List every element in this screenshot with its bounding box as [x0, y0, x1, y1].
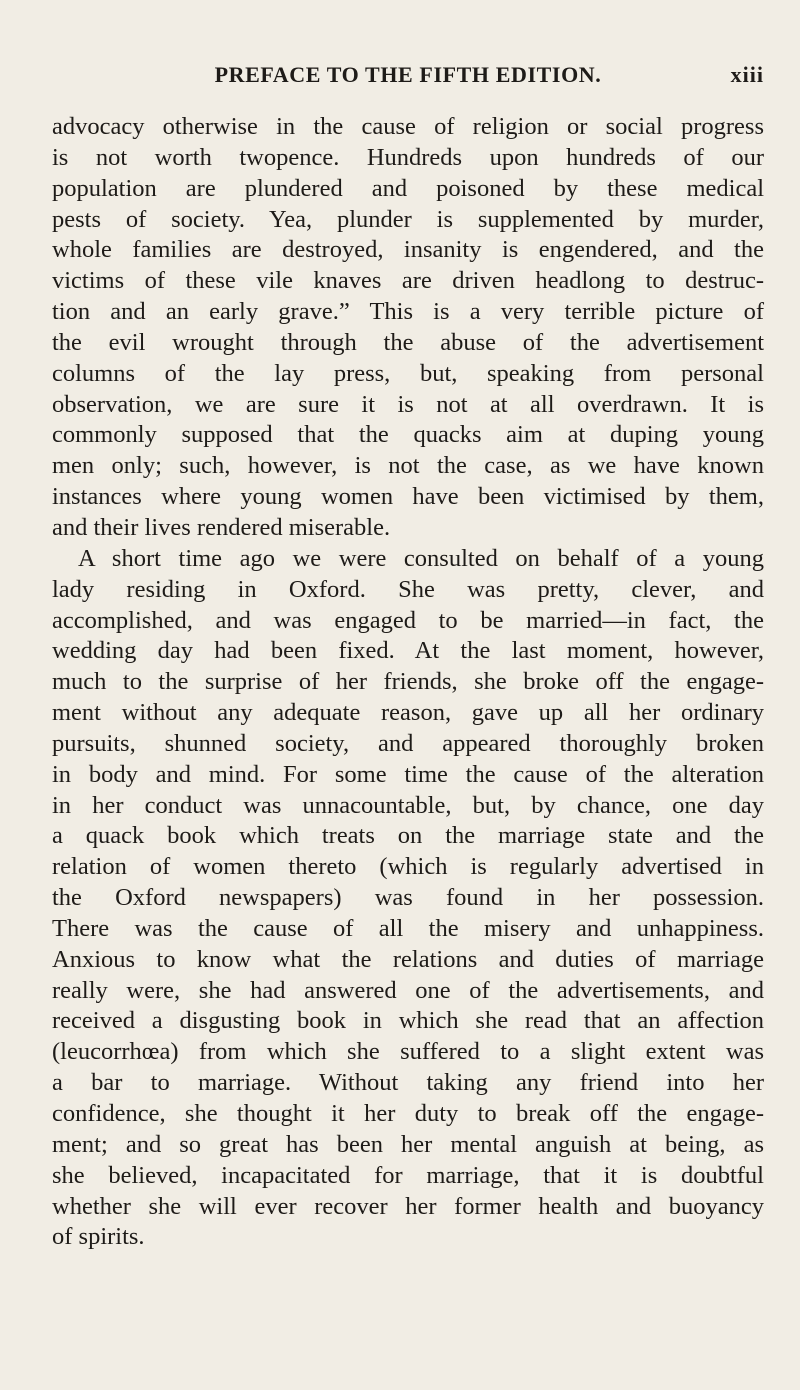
text-line: in body and mind. For some time the cause of the alteration: [52, 760, 764, 788]
text-line: really were, she had answered one of the advertisements, and: [52, 976, 764, 1004]
text-line: pursuits, shunned society, and appeared thoroughly broken: [52, 729, 764, 757]
text-line: wedding day had been fixed. At the last moment, however,: [52, 637, 764, 665]
text-line: Anxious to know what the relations and duties of marriage: [52, 945, 764, 973]
text-line: tion and an early grave.” This is a very terrible picture of: [52, 298, 764, 326]
text-line: she believed, incapacitated for marriage, that it is doubtful: [52, 1161, 764, 1189]
text-line: a bar to marriage. Without taking any friend into her: [52, 1069, 764, 1097]
text-line: lady residing in Oxford. She was pretty, clever, and: [52, 575, 764, 603]
text-line: whether she will ever recover her former health and buoyancy: [52, 1192, 764, 1220]
running-head-title: PREFACE TO THE FIFTH EDITION.: [214, 62, 602, 87]
text-line: and their lives rendered miserable.: [52, 513, 391, 541]
text-line: pests of society. Yea, plunder is supplemented by murder,: [52, 205, 764, 233]
text-line: ment; and so great has been her mental anguish at being, as: [52, 1130, 764, 1158]
text-line: whole families are destroyed, insanity is engendered, and the: [52, 236, 764, 264]
text-line: victims of these vile knaves are driven headlong to destruc-: [52, 267, 764, 295]
text-line: relation of women thereto (which is regularly advertised in: [52, 853, 764, 881]
text-line: received a disgusting book in which she read that an affection: [52, 1007, 764, 1035]
body-text: [52, 112, 764, 1253]
text-line: accomplished, and was engaged to be married—in fact, the: [52, 606, 764, 634]
text-line: instances where young women have been victimised by them,: [52, 483, 764, 511]
text-line: the Oxford newspapers) was found in her possession.: [52, 884, 764, 912]
text-line: confidence, she thought it her duty to break off the engage-: [52, 1100, 764, 1127]
text-line: in her conduct was unnacountable, but, by chance, one day: [52, 791, 764, 819]
text-line: a quack book which treats on the marriage state and the: [52, 822, 764, 850]
text-line: men only; such, however, is not the case, as we have known: [52, 452, 764, 480]
running-head: [52, 62, 764, 96]
text-line: A short time ago we were consulted on behalf of a young: [78, 544, 764, 572]
text-line: columns of the lay press, but, speaking from personal: [52, 359, 764, 387]
text-line: (leucorrhœa) from which she suffered to a slight extent was: [52, 1038, 764, 1066]
text-line: population are plundered and poisoned by these medical: [52, 174, 764, 202]
text-line: of spirits.: [52, 1223, 145, 1251]
text-line: observation, we are sure it is not at all overdrawn. It is: [52, 390, 764, 418]
text-line: commonly supposed that the quacks aim at duping young: [52, 421, 764, 449]
page-number: xiii: [730, 62, 764, 87]
text-line: There was the cause of all the misery and unhappiness.: [52, 914, 764, 942]
text-line: is not worth twopence. Hundreds upon hundreds of our: [52, 143, 764, 171]
text-line: advocacy otherwise in the cause of religion or social progress: [52, 113, 764, 140]
text-line: ment without any adequate reason, gave up all her ordinary: [52, 699, 764, 727]
text-line: much to the surprise of her friends, she broke off the engage-: [52, 668, 764, 696]
text-line: the evil wrought through the abuse of the advertisement: [52, 328, 764, 356]
